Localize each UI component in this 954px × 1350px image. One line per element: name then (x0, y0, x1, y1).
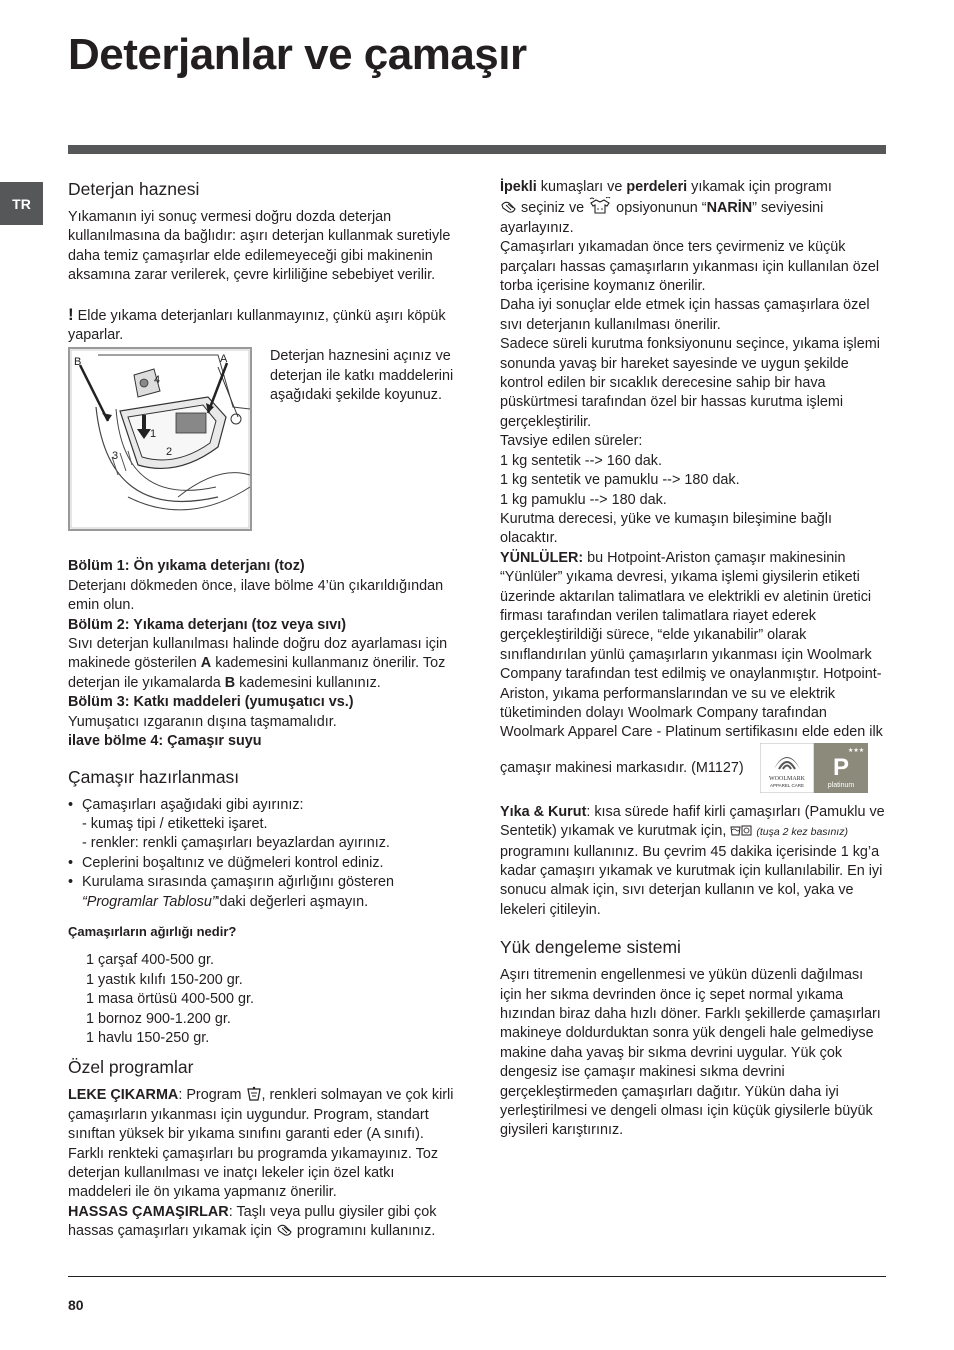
page-number: 80 (68, 1297, 84, 1313)
heading-ozel-programlar: Özel programlar (68, 1057, 194, 1078)
list-item: 1 kg sentetik ve pamuklu --> 180 dak. (500, 472, 740, 489)
stain-removal-icon (246, 1086, 262, 1102)
platinum-logo (814, 743, 868, 793)
section-4-title: ilave bölme 4: Çamaşır suyu (68, 733, 262, 750)
warning-icon: ! (68, 304, 74, 324)
list-item: 1 çarşaf 400-500 gr. (86, 952, 214, 969)
hassas-paragraph: HASSAS ÇAMAŞIRLAR: Taşlı veya pullu giysiler gibi çok hassas çamaşırları yıkamak için programını kullanınız. (68, 1203, 437, 1240)
certification-logos (760, 743, 868, 793)
list-item: 1 kg pamuklu --> 180 dak. (500, 491, 667, 508)
section-2-title: Bölüm 2: Yıkama deterjanı (toz veya sıvı) (68, 616, 347, 633)
list-item: 1 havlu 150-250 gr. (86, 1029, 210, 1046)
right-column (500, 178, 888, 1141)
figure-row (68, 347, 456, 531)
warning-paragraph: ! Elde yıkama deterjanları kullanmayınız, çünkü aşırı köpük yaparlar. (68, 304, 446, 344)
section-3-text: Yumuşatıcı ızgaranın dışına taşmamalıdır. (68, 713, 337, 730)
paragraph: Çamaşırları yıkamadan önce ters çevirmeniz ve küçük parçaları hassas çamaşırların yıkanması için kullanılan özel torba içerisine koymanız önerilir. (500, 239, 880, 295)
detergent-drawer-figure (68, 347, 252, 531)
list-item: • Çamaşırları aşağıdaki gibi ayırınız: - kumaş tipi / etiketteki işaret. - renkler: renkli çamaşırları beyazlardan ayırınız. (68, 796, 456, 854)
leke-paragraph: LEKE ÇIKARMA: Program , renkleri solmayan ve çok kirli çamaşırların yıkanması için uygundur. Program, standart sınıftan yüksek bir yıkama sınıfını garanti eder (A sınıfı). Farklı renkteki çamaşırları bu programda yıkamayınız. Toz deterjan kullanılması ve inatçı lekeler için özel katkı maddeleri ile ön yıkama yapmanız önerilir. (68, 1087, 454, 1201)
heading-deterjan-haznesi: Deterjan haznesi (68, 179, 200, 199)
list-item: 1 bornoz 900-1.200 gr. (86, 1010, 231, 1027)
heading-yuk-dengeleme: Yük dengeleme sistemi (500, 937, 681, 958)
language-tab: TR (0, 182, 43, 225)
svg-text:platinum: platinum (827, 781, 854, 789)
dry-option-icon (588, 197, 612, 215)
section-1-text: Deterjanı dökmeden önce, ilave bölme 4’ün çıkarıldığından emin olun. (68, 577, 444, 614)
figure-label-3: 3 (112, 450, 119, 463)
paragraph: Sadece süreli kurutma fonksiyonunu seçince, yıkama işlemi sonunda yavaş bir hareket sayesinde ve uygun şekilde kontrol edilen bir sıcaklık derecesine sahip bir hava püskürtmesi tarafından özel bir hassas kurutma işlemi gerçekleştirilir. (500, 336, 880, 430)
list-item: 1 masa örtüsü 400-500 gr. (86, 991, 254, 1008)
yuk-paragraph: Aşırı titremenin engellenmesi ve yükün düzenli dağılması için her sıkma devrinden önce iç sepet normal yıkama hızından biraz daha hızlı döner. Farklı şekillerde çamaşırları makineye doldurduktan sonra yük dengeli hale gelmediyse makine daha yavaş bir sıkma devrini uygular. Yük çok dengesiz ise çamaşır makinesi sıkma devrini gerçekleştirmeden çamaşırları dağıtır. Yükün daha iyi yerleştirilmesi ve dengeli olması için küçük giysilerle büyük giysileri karıştırınız. (500, 967, 881, 1139)
svg-text:APPAREL CARE: APPAREL CARE (769, 782, 804, 788)
figure-label-1: 1 (150, 428, 157, 441)
paragraph: Daha iyi sonuçlar elde etmek için hassas çamaşırlara özel sıvı deterjanın kullanılması önerilir. (500, 297, 870, 333)
figure-label-4: 4 (154, 374, 161, 387)
figure-caption: Deterjan haznesini açınız ve deterjan ile katkı maddelerini aşağıdaki şekilde koyunuz. (270, 348, 454, 404)
figure-label-2: 2 (166, 446, 173, 459)
left-column (68, 178, 456, 1242)
header-rule (68, 145, 886, 154)
figure-label-a: A (220, 353, 228, 366)
yika-note: (tuşa 2 kez basınız) (756, 826, 848, 839)
prep-list (68, 796, 456, 912)
yika-kurut-paragraph: Yıka & Kurut: kısa sürede hafif kirli çamaşırları (Pamuklu ve Sentetik) yıkamak ve kurutmak için, (tuşa 2 kez basınız) programını kullanınız. Bu çevrim 45 dakika içerisinde 1 kg’a kadar çamaşırı yıkamak ve kurutmak için kullanılabilir. En iyi sonucu almak için, sıvı deterjan kullanın ve kol, yaka ve lekeleri çitileyin. (500, 803, 885, 918)
figure-label-b: B (74, 356, 82, 369)
svg-text:P: P (832, 753, 849, 781)
delicate-hand-icon (500, 199, 517, 215)
list-item: • Kurulama sırasında çamaşırın ağırlığını gösteren “Programlar Tablosu”'daki değerleri aşmayın. (68, 873, 456, 912)
section-1-title: Bölüm 1: Ön yıkama deterjanı (toz) (68, 558, 305, 575)
woolmark-logo (760, 743, 814, 793)
weight-question: Çamaşırların ağırlığı nedir? (68, 923, 237, 939)
delicate-hand-icon (276, 1222, 293, 1238)
yunluler-paragraph: YÜNLÜLER: bu Hotpoint-Ariston çamaşır makinesinin “Yünlüler” yıkama devresi, yıkama işlemi giysilerin etiketi üzerinde aktarılan talimatlara ve elektrikli ev aletinin üretici firması tarafından verilen talimatlara riayet ederek gerçekleştirildiği sürece, “elde yıkanabilir” olarak sınıflandırılan yünlü çamaşırların yıkanması için Woolmark Company tarafından test edilmiş ve onaylanmıştır. Hotpoint-Ariston, yıkama performanslarından ve su ve elektrik tüketiminden dolayı Woolmark Company tarafından Woolmark Apparel Care - Platinum sertifikasını elde eden ilk çamaşır makinesi markasıdır. (M1127) WOOLMARK APPAREL CARE ★★★ P platinum (500, 549, 888, 793)
list-item: 1 kg sentetik --> 160 dak. (500, 452, 662, 469)
section-2-text: Sıvı deterjan kullanılması halinde doğru doz ayarlaması için makinede gösterilen A kademesini kullanmanız önerilir. Toz deterjan ile yıkamalarda B kademesini kullanınız. (68, 636, 448, 691)
list-item: 1 yastık kılıfı 150-200 gr. (86, 971, 243, 988)
weight-list (68, 951, 456, 1048)
wash-dry-icon (730, 824, 752, 838)
list-item: • Ceplerini boşaltınız ve düğmeleri kontrol ediniz. (68, 854, 456, 873)
intro-paragraph: Yıkamanın iyi sonuç vermesi doğru dozda deterjan kullanılmasına da bağlıdır: aşırı deterjan kullanmak suretiyle daha temiz çamaşırlar elde edilemeyeceği gibi makinenin aksamına zarar verilerek, çevre kirliliğine sebebiyet verilir. (68, 209, 451, 284)
page-title: Deterjanlar ve çamaşır (68, 30, 527, 79)
heading-camasir-hazirlanmasi: Çamaşır hazırlanması (68, 766, 240, 787)
svg-text:★★★: ★★★ (847, 746, 864, 754)
times-title: Tavsiye edilen süreler: (500, 433, 643, 450)
footer-rule (68, 1276, 886, 1277)
paragraph: Kurutma derecesi, yüke ve kumaşın bileşimine bağlı olacaktır. (500, 510, 832, 547)
ipekli-paragraph: İpekli kumaşları ve perdeleri yıkamak için programı seçiniz ve opsiyonunun “NARİN” seviyesini ayarlayınız. (500, 179, 832, 236)
svg-text:WOOLMARK: WOOLMARK (768, 775, 805, 782)
section-3-title: Bölüm 3: Katkı maddeleri (yumuşatıcı vs.) (68, 694, 354, 711)
